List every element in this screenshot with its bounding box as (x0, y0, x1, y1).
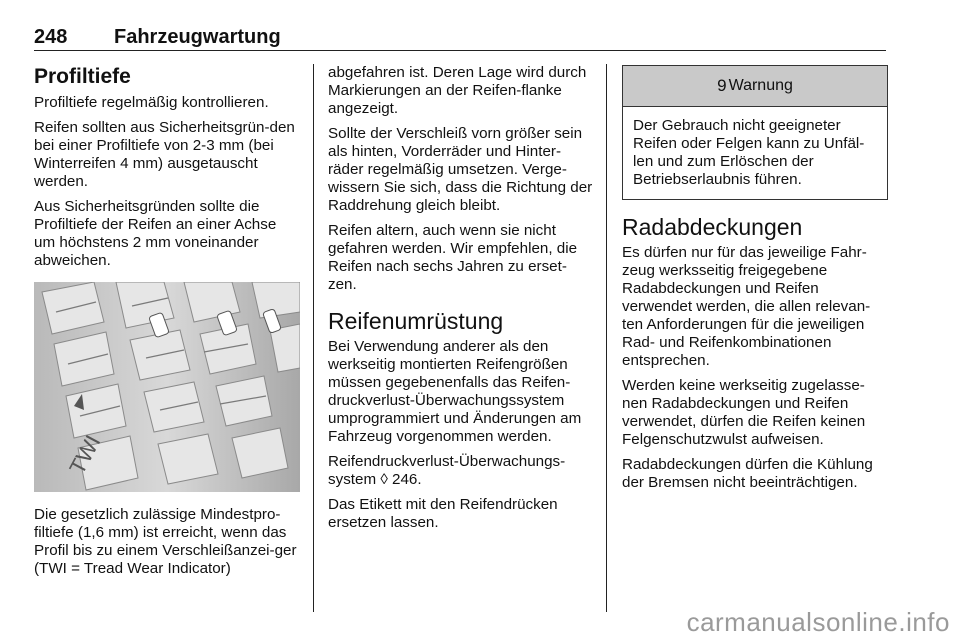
paragraph: abgefahren ist. Deren Lage wird durch Markierungen an der Reifen-flanke angezeigt. (328, 64, 587, 117)
warning-title: Warnung (728, 77, 793, 94)
watermark: carmanualsonline.info (686, 607, 950, 637)
paragraph: Aus Sicherheitsgründen sollte die Profiltiefe der Reifen an einer Achse um höchstens 2 mm voneinander abweichen. (34, 198, 277, 269)
column-1 (34, 64, 300, 585)
warning-body (623, 107, 887, 199)
paragraph: Reifendruckverlust-Überwachungs-system ◊ 246. (328, 453, 566, 488)
paragraph: Die gesetzlich zulässige Mindestpro-filtiefe (1,6 mm) ist erreicht, wenn das Profil bis zu einem Verschleißanzei-ger (TWI = Tread Wear Indicator) (34, 506, 297, 577)
paragraph: Bei Verwendung anderer als den werkseitig montierten Reifengrößen müssen gegebenenfalls das Reifen-druckverlust-Überwachungssystem umprogrammiert und Änderungen am Fahrzeug vorgenommen werden. (328, 338, 582, 445)
paragraph: Das Etikett mit den Reifendrücken ersetzen lassen. (328, 496, 558, 531)
twi-label: TWI (64, 430, 106, 479)
column-2 (328, 64, 594, 539)
warning-text: Der Gebrauch nicht geeigneter Reifen oder Felgen kann zu Unfäl-len und zum Erlöschen der Betriebserlaubnis führen. (633, 117, 865, 188)
paragraph: Radabdeckungen dürfen die Kühlung der Bremsen nicht beeinträchtigen. (622, 456, 873, 491)
warning-icon: 9 (717, 76, 727, 95)
warning-box (622, 65, 888, 200)
paragraph: Reifen sollten aus Sicherheitsgrün-den bei einer Profiltiefe von 2-3 mm (bei Winterreifen 4 mm) ausgetauscht werden. (34, 119, 295, 190)
paragraph: Profiltiefe regelmäßig kontrollieren. (34, 94, 269, 111)
tire-tread-illustration (34, 282, 300, 492)
column-3 (622, 64, 888, 499)
warning-header (623, 66, 887, 107)
section-heading-reifenumruestung: Reifenumrüstung (328, 308, 504, 334)
paragraph: Es dürfen nur für das jeweilige Fahr-zeug werksseitig freigegebene Radabdeckungen und Reifen verwendet werden, die allen relevan-ten Anforderungen für die jeweiligen Rad- und Reifenkombinationen entsprechen. (622, 244, 871, 369)
paragraph: Reifen altern, auch wenn sie nicht gefahren werden. Wir empfehlen, die Reifen nach sechs Jahren zu erset-zen. (328, 222, 578, 293)
header-rule (34, 50, 886, 51)
page-header (34, 26, 886, 50)
section-heading-profiltiefe: Profiltiefe (34, 65, 131, 88)
page-title: Fahrzeugwartung (114, 26, 281, 48)
paragraph: Sollte der Verschleiß vorn größer sein als hinten, Vorderräder und Hinter-räder regelmäßig umsetzen. Verge-wissern Sie sich, dass die Richtung der Raddrehung gleich bleibt. (328, 125, 593, 214)
page-number: 248 (34, 26, 68, 48)
section-heading-radabdeckungen: Radabdeckungen (622, 214, 803, 240)
column-divider-2 (606, 64, 607, 612)
column-divider-1 (313, 64, 314, 612)
paragraph: Werden keine werkseitig zugelasse-nen Radabdeckungen und Reifen verwendet, dürfen die Reifen keinen Felgenschutzwulst aufweisen. (622, 377, 866, 448)
